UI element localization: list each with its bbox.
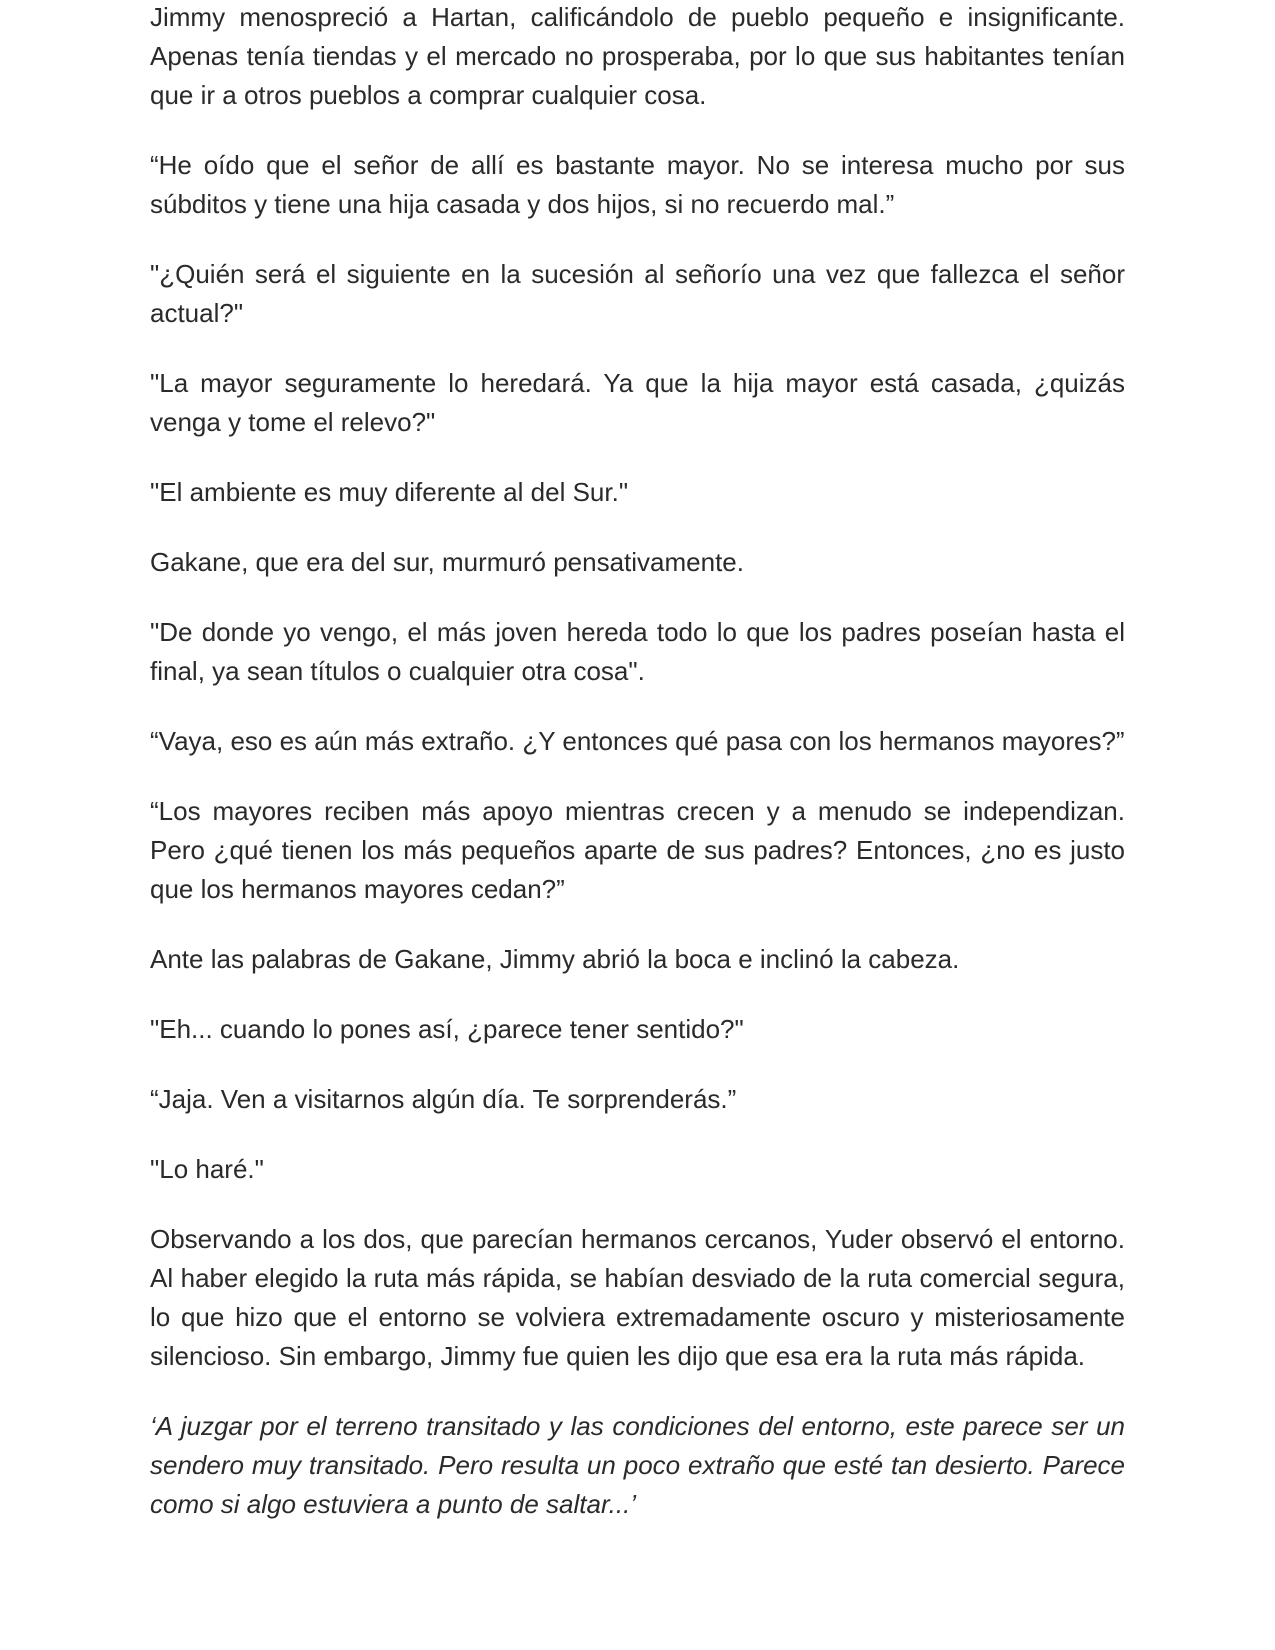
paragraph: "La mayor seguramente lo heredará. Ya que la hija mayor está casada, ¿quizás venga y tome el relevo?": [150, 368, 1125, 437]
paragraph: Observando a los dos, que parecían hermanos cercanos, Yuder observó el entorno. Al haber elegido la ruta más rápida, se habían desviado de la ruta comercial segura, lo que hizo que el entorno se volviera extremadamente oscuro y misteriosamente silencioso. Sin embargo, Jimmy fue quien les dijo que esa era la ruta más rápida.: [150, 1224, 1125, 1371]
paragraph: "¿Quién será el siguiente en la sucesión al señorío una vez que fallezca el señor actual?": [150, 259, 1125, 328]
paragraph: Ante las palabras de Gakane, Jimmy abrió la boca e inclinó la cabeza.: [150, 944, 960, 974]
document-page: [150, 0, 1125, 1555]
paragraph: “He oído que el señor de allí es bastante mayor. No se interesa mucho por sus súbditos y tiene una hija casada y dos hijos, si no recuerdo mal.”: [150, 150, 1125, 219]
paragraph: Jimmy menospreció a Hartan, calificándolo de pueblo pequeño e insignificante. Apenas tenía tiendas y el mercado no prosperaba, por lo que sus habitantes tenían que ir a otros pueblos a comprar cualquier cosa.: [150, 2, 1125, 110]
paragraph: “Vaya, eso es aún más extraño. ¿Y entonces qué pasa con los hermanos mayores?”: [150, 726, 1125, 756]
paragraph: “Jaja. Ven a visitarnos algún día. Te sorprenderás.”: [150, 1084, 737, 1114]
paragraph: "De donde yo vengo, el más joven hereda todo lo que los padres poseían hasta el final, ya sean títulos o cualquier otra cosa".: [150, 617, 1125, 686]
paragraph: Gakane, que era del sur, murmuró pensativamente.: [150, 547, 744, 577]
italic-paragraph: ‘A juzgar por el terreno transitado y las condiciones del entorno, este parece ser un sendero muy transitado. Pero resulta un poco extraño que esté tan desierto. Parece como si algo estuviera a punto de saltar...’: [150, 1411, 1125, 1519]
paragraph: “Los mayores reciben más apoyo mientras crecen y a menudo se independizan. Pero ¿qué tienen los más pequeños aparte de sus padres? Entonces, ¿no es justo que los hermanos mayores cedan?”: [150, 796, 1125, 904]
paragraph: "El ambiente es muy diferente al del Sur.": [150, 477, 629, 507]
paragraph: "Eh... cuando lo pones así, ¿parece tener sentido?": [150, 1014, 744, 1044]
paragraph: "Lo haré.": [150, 1154, 264, 1184]
